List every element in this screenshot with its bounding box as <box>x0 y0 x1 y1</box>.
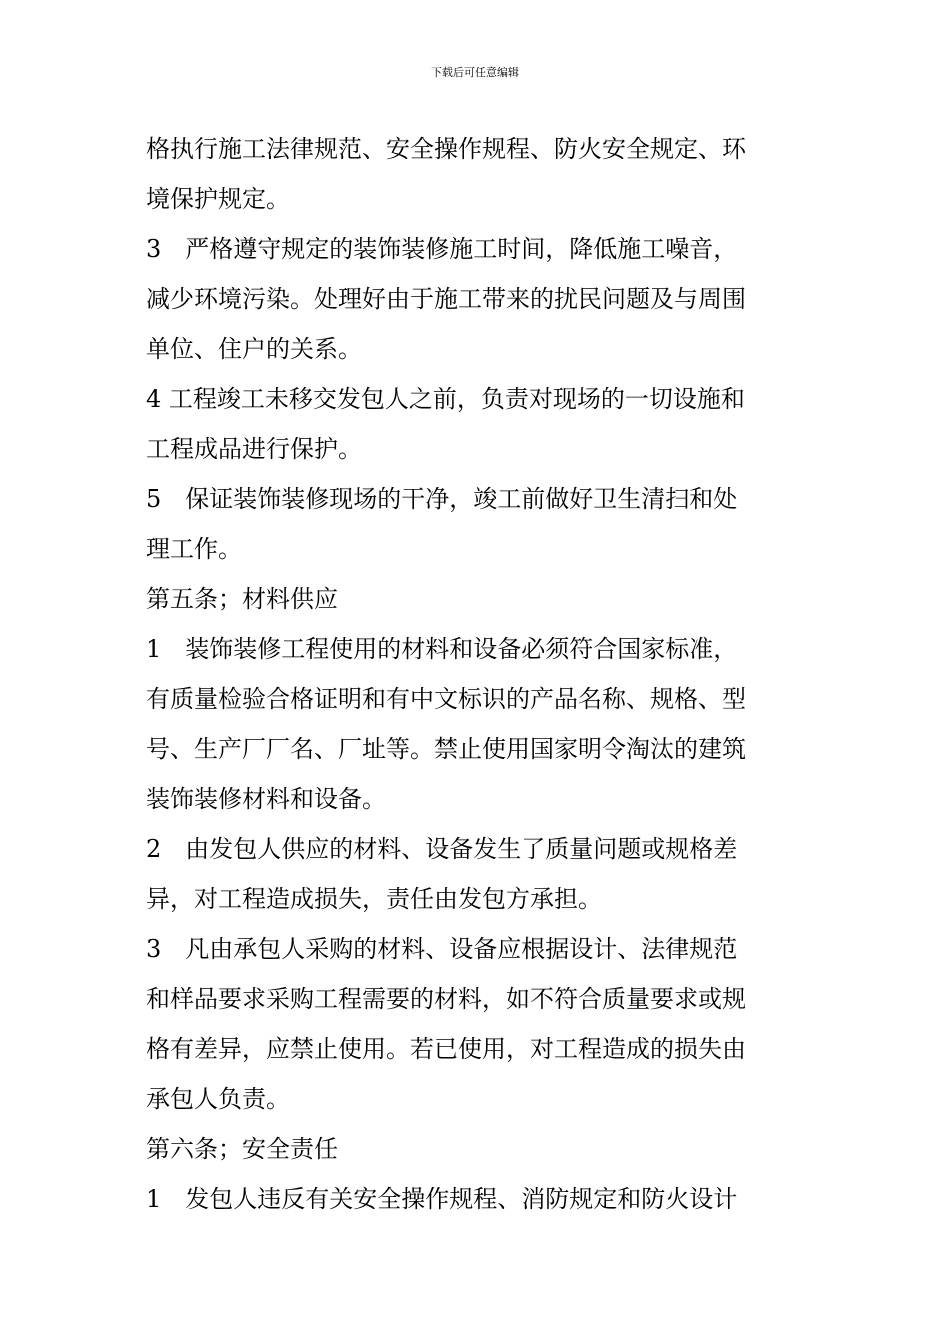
text-line: 承包人负责。 <box>146 1085 290 1113</box>
section-heading: 第六条；安全责任 <box>146 1135 338 1163</box>
text-line: 格执行施工法律规范、安全操作规程、防火安全规定、环 <box>146 135 746 163</box>
text-line: 1 装饰装修工程使用的材料和设备必须符合国家标准， <box>146 635 738 663</box>
text-line: 号、生产厂厂名、厂址等。禁止使用国家明令淘汰的建筑 <box>146 735 746 763</box>
text-line: 和样品要求采购工程需要的材料，如不符合质量要求或规 <box>146 985 746 1013</box>
text-line: 2 由发包人供应的材料、设备发生了质量问题或规格差 <box>146 835 738 863</box>
document-body <box>146 124 792 1224</box>
text-line: 境保护规定。 <box>146 185 290 213</box>
text-line: 5 保证装饰装修现场的干净，竣工前做好卫生清扫和处 <box>146 485 738 513</box>
text-line: 4 工程竣工未移交发包人之前，负责对现场的一切设施和 <box>146 385 745 413</box>
text-line: 减少环境污染。处理好由于施工带来的扰民问题及与周围 <box>146 285 746 313</box>
page-header: 下载后可任意编辑 <box>431 66 519 79</box>
text-line: 装饰装修材料和设备。 <box>146 785 386 813</box>
text-line: 有质量检验合格证明和有中文标识的产品名称、规格、型 <box>146 685 746 713</box>
text-line: 3 凡由承包人采购的材料、设备应根据设计、法律规范 <box>146 935 738 963</box>
text-line: 单位、住户的关系。 <box>146 335 362 363</box>
section-heading: 第五条；材料供应 <box>146 585 338 613</box>
text-line: 3 严格遵守规定的装饰装修施工时间，降低施工噪音， <box>146 235 738 263</box>
text-line: 理工作。 <box>146 535 242 563</box>
text-line: 1 发包人违反有关安全操作规程、消防规定和防火设计 <box>146 1185 738 1213</box>
text-line: 工程成品进行保护。 <box>146 435 362 463</box>
text-line: 异，对工程造成损失，责任由发包方承担。 <box>146 885 602 913</box>
text-line: 格有差异，应禁止使用。若已使用，对工程造成的损失由 <box>146 1035 746 1063</box>
